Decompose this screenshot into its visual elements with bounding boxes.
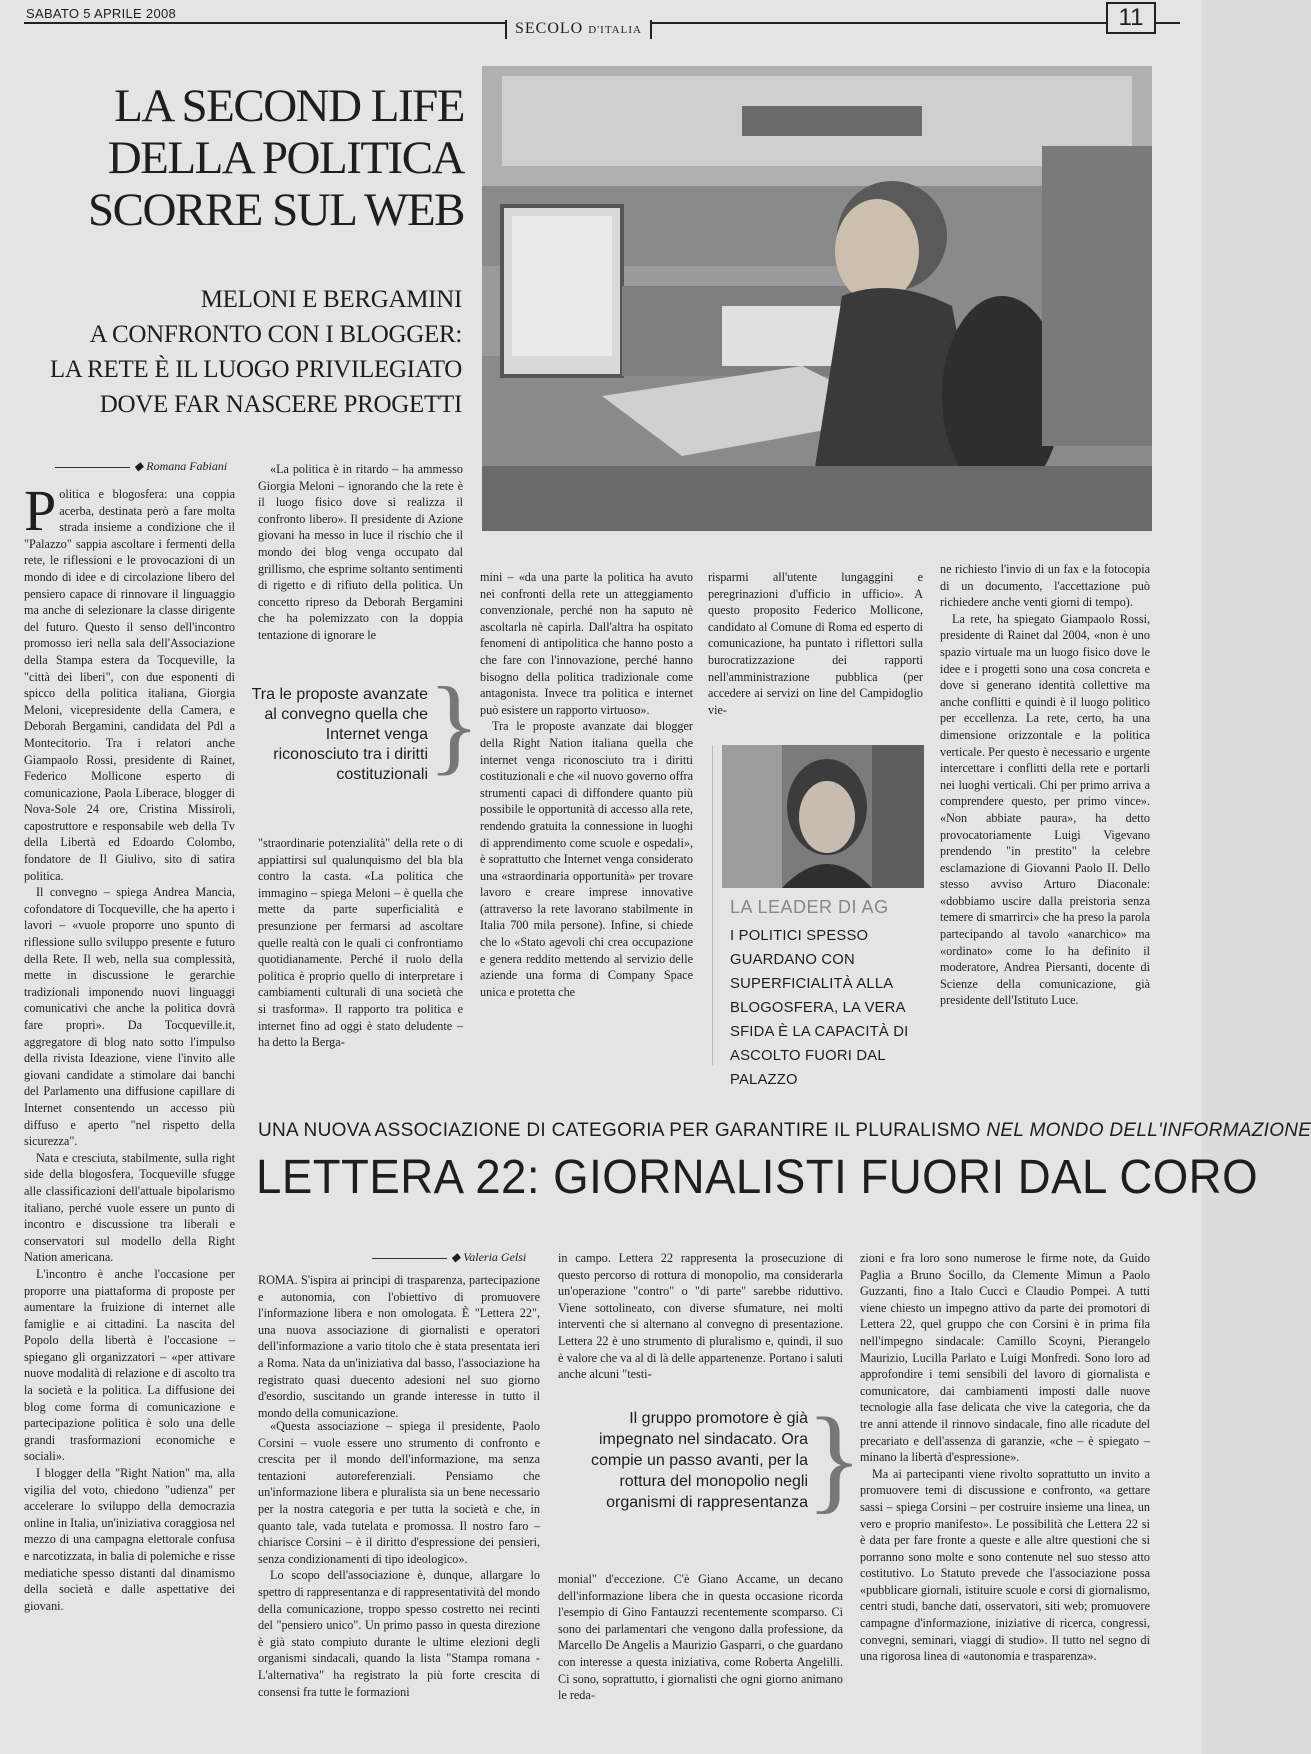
pull-quote-internet-rights: Tra le proposte avanzate al convegno quella che Internet venga riconosciuto tra i diritti costituzionali — [251, 686, 428, 783]
article-2-paragraph-7: Ma ai partecipanti viene rivolto soprattutto un invito a promuovere temi di discussione e confronto, «a gettare sassi – spiega Corsini – per costruire insieme una linea, un vero e proprio manifesto». Le possibilità che Lettera 22 si è data per fare fronte a queste e alle altre questioni che si porranno sono molte e sono contenute nel suo stesso atto costitutivo. Lo Statuto prevede che l'associazione possa «pubblicare giornali, istituire scuole e corsi di giornalismo, centri studi, banche dati, osservatori, siti web; promuovere campagne d'informazione, iniziative di ricerca, congressi, convegni, seminari, viaggi di studio». Il tutto nel segno di una rigorosa linea di «autonomia e trasparenza». — [860, 1466, 1150, 1664]
article-2-column-2-bottom — [558, 1571, 843, 1711]
article-2-paragraph-6: zioni e fra loro sono numerose le firme note, da Guido Paglia a Bruno Socillo, da Clemente Mimun a Paolo Guzzanti, fino a Italo Cucci e Claudio Pompei. A tutti viene chiesto un impegno attivo da parte dei promotori di Lettera 22, quel gruppo che con Corsini è in prima fila nell'impegno sindacale: Camillo Scoyni, Pierangelo Maurizio, Lucilla Parlato e Luigi Monfredi. Sono loro ad approfondire i temi sensibili del lavoro di giornalista e comunicatore, dai cambiamenti imposti dalle nuove tecnologie alla fase delicata che vive la categoria, che da tre anni attende il rinnovo sindacale, fino alle ricadute del precariato e dell'assenza di garanzie, «che – è spiegato – minano la libertà d'espressione». — [860, 1251, 1150, 1465]
subtitle-line-2: A CONFRONTO CON I BLOGGER: — [89, 321, 462, 348]
article-2-paragraph-5: monial" d'eccezione. C'è Giano Accame, un decano dell'informazione libera che in questa occasione ricorda l'esempio di Gino Fantauzzi recentemente scomparso. Ci sono dei parlamentari che vengono dalla professione, da Marcello De Angelis a Maurizio Gasparri, o che guardano con interesse a questa iniziativa, come Roberta Angelilli. Ci sono, soprattutto, i giornalisti che ogni giorno animano le reda- — [558, 1572, 843, 1703]
article-title — [24, 80, 464, 236]
article-byline: ◆ Romana Fabiani — [55, 459, 227, 474]
photo-illustration — [482, 66, 1152, 531]
column-1-paragraph-1: olitica e blogosfera: una coppia acerba, destinata però a fare molta strada insieme a condizione che il "Palazzo" sappia ascoltare i fermenti della rete, le riflessioni e le provocazioni di un mondo di idee e di circolazione libero del pensiero capace di rinnovare il linguaggio ma anche di selezionare la classe dirigente del futuro. Questo il senso dell'incontro promosso ieri nella sala dell'Associazione della Stampa estera da Tocqueville, la "città dei liberi", con due esponenti di spicco della politica italiana, Giorgia Meloni, vicepresidente della Camera, e Deborah Bergamini, candidata del Pdl a Montecitorio. Tra i relatori anche Giampaolo Rossi, presidente di Rainet, Federico Mollicone esperto di comunicazione, Paola Liberace, blogger di Nova-Sole 24 ore, Cristina Missiroli, capostruttore e responsabile web della Tv della Libertà ed Edoardo Colombo, fondatore de Il Giulivo, sito di satira politica. — [24, 487, 235, 883]
article-column-4 — [708, 569, 923, 717]
column-2-paragraph-2: "straordinarie potenzialità" della rete o di appiattirsi sul qualunquismo del bla bla contro la casta. «La politica che immagino – spiega Meloni – è quella che mette da parte superficialità e presunzione per fermarsi ad ascoltare quelle realtà con le quali ci confrontiamo quotidianamente. Perché il ruolo della politica è proprio quello di interpretare i cambiamenti culturali di una società che si trasforma». Il rapporto tra politica e internet fino ad oggi è stato deludente – ha detto la Berga- — [258, 836, 463, 1050]
article-2-paragraph-2: «Questa associazione – spiega il presidente, Paolo Corsini – vuole essere uno strumento di confronto e crescita per il mondo dell'informazione, ma senza tentazioni autoreferenziali. Pensiamo che un'informazione libera e pluralista sia un bene necessario per la nostra categoria e per tutta la società e che, in quanto tale, vada tutelata e promossa. Il nostro faro – chiarisce Corsini – è il diritto d'espressione dei pensieri, senza condizionamenti di tipo ideologico». — [258, 1419, 540, 1566]
article-2-lead-paragraph: ROMA. S'ispira ai principi di trasparenza, partecipazione e autonomia, con l'obiettivo di promuovere l'informazione libera e non omologata. È "Lettera 22", una nuova associazione di giornalisti e operatori dell'informazione a vario titolo che è stata presentata ieri a Roma. Nata da un'iniziativa dal basso, l'associazione ha registrato quasi duecento adesioni nel suo giorno d'esordio, suscitando un grande interesse in tutto il mondo della comunicazione. — [258, 1273, 540, 1420]
subtitle-line-1: MELONI E BERGAMINI — [200, 286, 462, 313]
column-3-paragraph-1: mini – «da una parte la politica ha avuto nei confronti della rete un atteggiamento convenzionale, perché non ha saputo nè ascoltarla nè capirla. Dall'altra ha ospitato fenomeni di antipolitica che hanno posto a che fare con l'innovazione, perché hanno bisogno della politica tradizionale come antagonista. Invece tra politica e internet può esistere un rapporto virtuoso». — [480, 570, 693, 717]
sidebar-caption: I POLITICI SPESSO GUARDANO CON SUPERFICIALITÀ ALLA BLOGOSFERA, LA VERA SFIDA È LA CAPACITÀ DI ASCOLTO FUORI DAL PALAZZO — [730, 928, 909, 1088]
article-2-byline-author: Valeria Gelsi — [463, 1250, 527, 1264]
column-1-paragraph-4: L'incontro è anche l'occasione per proporre una piattaforma di proposte per aumentare la fruizione di internet alle famiglie e ai cittadini. La nascita del Popolo della libertà è l'occasione – spiegano gli organizzatori – «per attivare nuove modalità di relazione e di ascolto tra la società e la politica. La diffusione dei blog come forma di comunicazione e partecipazione politica è solo una delle grandi trasformazioni economiche e sociali». — [24, 1266, 235, 1464]
subtitle-line-3: LA RETE È IL LUOGO PRIVILEGIATO — [49, 356, 462, 383]
column-1-paragraph-3: Nata e cresciuta, stabilmente, sulla right side della blogosfera, Tocqueville sfugge alle classificazioni dell'attuale bipolarismo italiano, perché vuole essere un punto di incontro e discussione tra liberali e conservatori sul modello della Right Nation americana. — [24, 1150, 235, 1265]
byline-author: Romana Fabiani — [146, 459, 228, 473]
article-2-kicker — [258, 1120, 1311, 1142]
kicker-italic: NEL MONDO DELL'INFORMAZIONE — [986, 1120, 1311, 1141]
article-2-column-1-bottom — [258, 1418, 540, 1711]
article-column-5 — [940, 561, 1150, 1067]
article-subtitle — [24, 282, 462, 422]
column-2-paragraph-1: «La politica è in ritardo – ha ammesso Giorgia Meloni – ignorando che la rete è il luogo fisico dove si realizza il confronto libero». Il presidente di Azione giovani ha messo in luce il rischio che il mondo dei blog venga occupato dal grillismo, che esprime soltanto sentimenti di rigetto e di rifiuto della politica. Un concetto ripreso da Deborah Bergamini che ha polemizzato con la doppia tentazione di ignorare le — [258, 462, 463, 642]
article-column-2-top — [258, 461, 463, 661]
title-line-1: LA SECOND LIFE — [114, 80, 464, 132]
column-1-paragraph-5: I blogger della "Right Nation" ma, alla vigilia del voto, chiedono "udienza" per accelerare lo sviluppo della democrazia online in Italia, un'iniziativa coraggiosa nel mezzo di una campagna elettorale confusa e narcotizzata, in balia di polemiche e risse mediatiche spesso distanti dal dinamismo della società e dalle aspettative dei giovani. — [24, 1466, 235, 1613]
article-2-column-3 — [860, 1250, 1150, 1711]
column-1-paragraph-2: Il convegno – spiega Andrea Mancia, cofondatore di Tocqueville, che ha aperto i lavori – «vuole proporre uno spunto di riflessione sullo sviluppo presente e futuro della Rete. Il web, nella sua complessità, mette in discussione le gerarchie tradizionali imponendo nuovi linguaggi comunicativi che anche la politica dovrà fare propri». Da Tocqueville.it, aggregatore di blog nato sotto l'impulso della rivista Ideazione, viene l'invito alle giovani candidate a stimolare dai banchi del Parlamento una diffusione capillare di Internet consentendo un accesso più diffuso e aperto "nel rispetto della sicurezza". — [24, 885, 235, 1149]
pull-quote-union: Il gruppo promotore è già impegnato nel sindacato. Ora compie un passo avanti, per la rottura del monopolio negli organismi di rappresentanza — [590, 1410, 808, 1511]
kicker-text: UNA NUOVA ASSOCIAZIONE DI CATEGORIA PER GARANTIRE IL PLURALISMO — [258, 1120, 987, 1141]
pull-quote-2-brace: } — [806, 1393, 863, 1524]
brand-suffix: D'ITALIA — [588, 24, 642, 36]
article-2-headline: LETTERA 22: GIORNALISTI FUORI DAL CORO — [256, 1151, 1259, 1204]
pull-quote-brace: } — [428, 666, 480, 785]
article-column-3 — [480, 569, 693, 1067]
sidebar-label: LA LEADER DI AG — [730, 897, 889, 917]
subtitle-line-4: DOVE FAR NASCERE PROGETTI — [99, 391, 462, 418]
article-2-paragraph-4: in campo. Lettera 22 rappresenta la prosecuzione di questo percorso di rottura di monopolio, ma considerarla un'operazione "contro" o "di parte" sarebbe riduttivo. Viene sottolineato, con diverse sfumature, nei molti interventi che si alternano al convegno di presentazione. Lettera 22 è uno strumento di pluralismo e, quindi, il suo è valore che va al di là delle appartenenze. Portano i saluti anche alcuni "testi- — [558, 1251, 843, 1382]
column-4-paragraph-1: risparmi all'utente lungaggini e peregrinazioni d'ufficio in ufficio». A questo proposito Federico Mollicone, candidato al Comune di Roma ed esperto di comunicazione, ha puntato i riflettori sulla burocratizzazione dei rapporti nell'amministrazione pubblica (per accedere ai servizi on line del Campidoglio vie- — [708, 570, 923, 717]
article-2-byline: ◆ Valeria Gelsi — [372, 1250, 526, 1265]
column-5-paragraph-2: La rete, ha spiegato Giampaolo Rossi, presidente di Rainet dal 2004, «non è uno spazio virtuale ma un luogo fisico dove le idee e i progetti sono una cosa concreta e dove si generano identità collettive ma anche conflitti e quindi è il luogo politico per eccellenza. La rete, certo, ha una dimensione orizzontale e la politica verticale. Per questo è necessario e urgente intercettare i conflitti della rete e portarli nei luoghi verticali. Chi per primo arriva a comprendere questo, per primo vince». «Non abbiate paura», ha detto provocatoriamente Luigi Vigevano prendendo "in prestito" la celebre esclamazione di Giovanni Paolo II. Dello stesso avviso Arturo Diaconale: «dobbiamo uscire dalla preistoria senza temere di smarrirci» che ha preso la parola partecipando al tavolo «anarchico» ma «ordinato» come lo ha definito il moderatore, Andrea Piersanti, docente di Scienze della comunicazione, già presidente dell'Istituto Luce. — [940, 611, 1150, 1008]
dropcap-letter: P — [24, 478, 57, 543]
page-number: 11 — [1106, 2, 1156, 34]
title-line-2: DELLA POLITICA — [107, 132, 464, 184]
sidebar-divider — [712, 745, 713, 1065]
column-3-paragraph-2: Tra le proposte avanzate dai blogger della Right Nation italiana quella che internet venga riconosciuto tra i diritti costituzionali e che «il nuovo governo offra strumenti capaci di diffondere quanto più possibile le opportunità di accesso alla rete, rendendo gratuita la connessione in luoghi di apprendimento come scuole e ospedali», è soprattutto che Internet venga considerato una «straordinaria opportunità» per trovare lavoro e creare imprese innovative (attraverso la rete lavorano stabilmente in Italia 700 mila persone). Infine, si chiede che lo «Stato agevoli chi crea occupazione e genera reddito mettendo al servizio delle aziende una forma di Company Space unica e protetta che — [480, 719, 693, 999]
brand-name: SECOLO — [515, 20, 584, 37]
article-column-1 — [24, 478, 235, 1711]
issue-date: SABATO 5 APRILE 2008 — [26, 6, 177, 21]
column-5-paragraph-1: ne richiesto l'invio di un fax e la fotocopia di un documento, l'accettazione può richiedere anche venti giorni di tempo). — [940, 562, 1150, 610]
article-2-column-2-top — [558, 1250, 843, 1392]
article-2-column-1-top — [258, 1272, 540, 1420]
newspaper-brand — [505, 20, 652, 39]
article-photo-office-worker — [482, 66, 1152, 531]
article-column-2-bottom — [258, 835, 463, 1067]
photo-giorgia-meloni — [722, 745, 924, 888]
title-line-3: SCORRE SUL WEB — [88, 184, 464, 236]
article-2-paragraph-3: Lo scopo dell'associazione è, dunque, allargare lo spettro di rappresentanza e di rappresentatività del mondo della comunicazione, troppo spesso costretto nei recinti del "pensiero unico". Un primo passo in questa direzione è già stato compiuto durante le ultime elezioni degli organismi sindacali, quando la lista "Stampa romana - L'alternativa" ha registrato la più forte crescita di consensi fra tutte le formazioni — [258, 1568, 540, 1699]
portrait-illustration — [722, 745, 924, 888]
